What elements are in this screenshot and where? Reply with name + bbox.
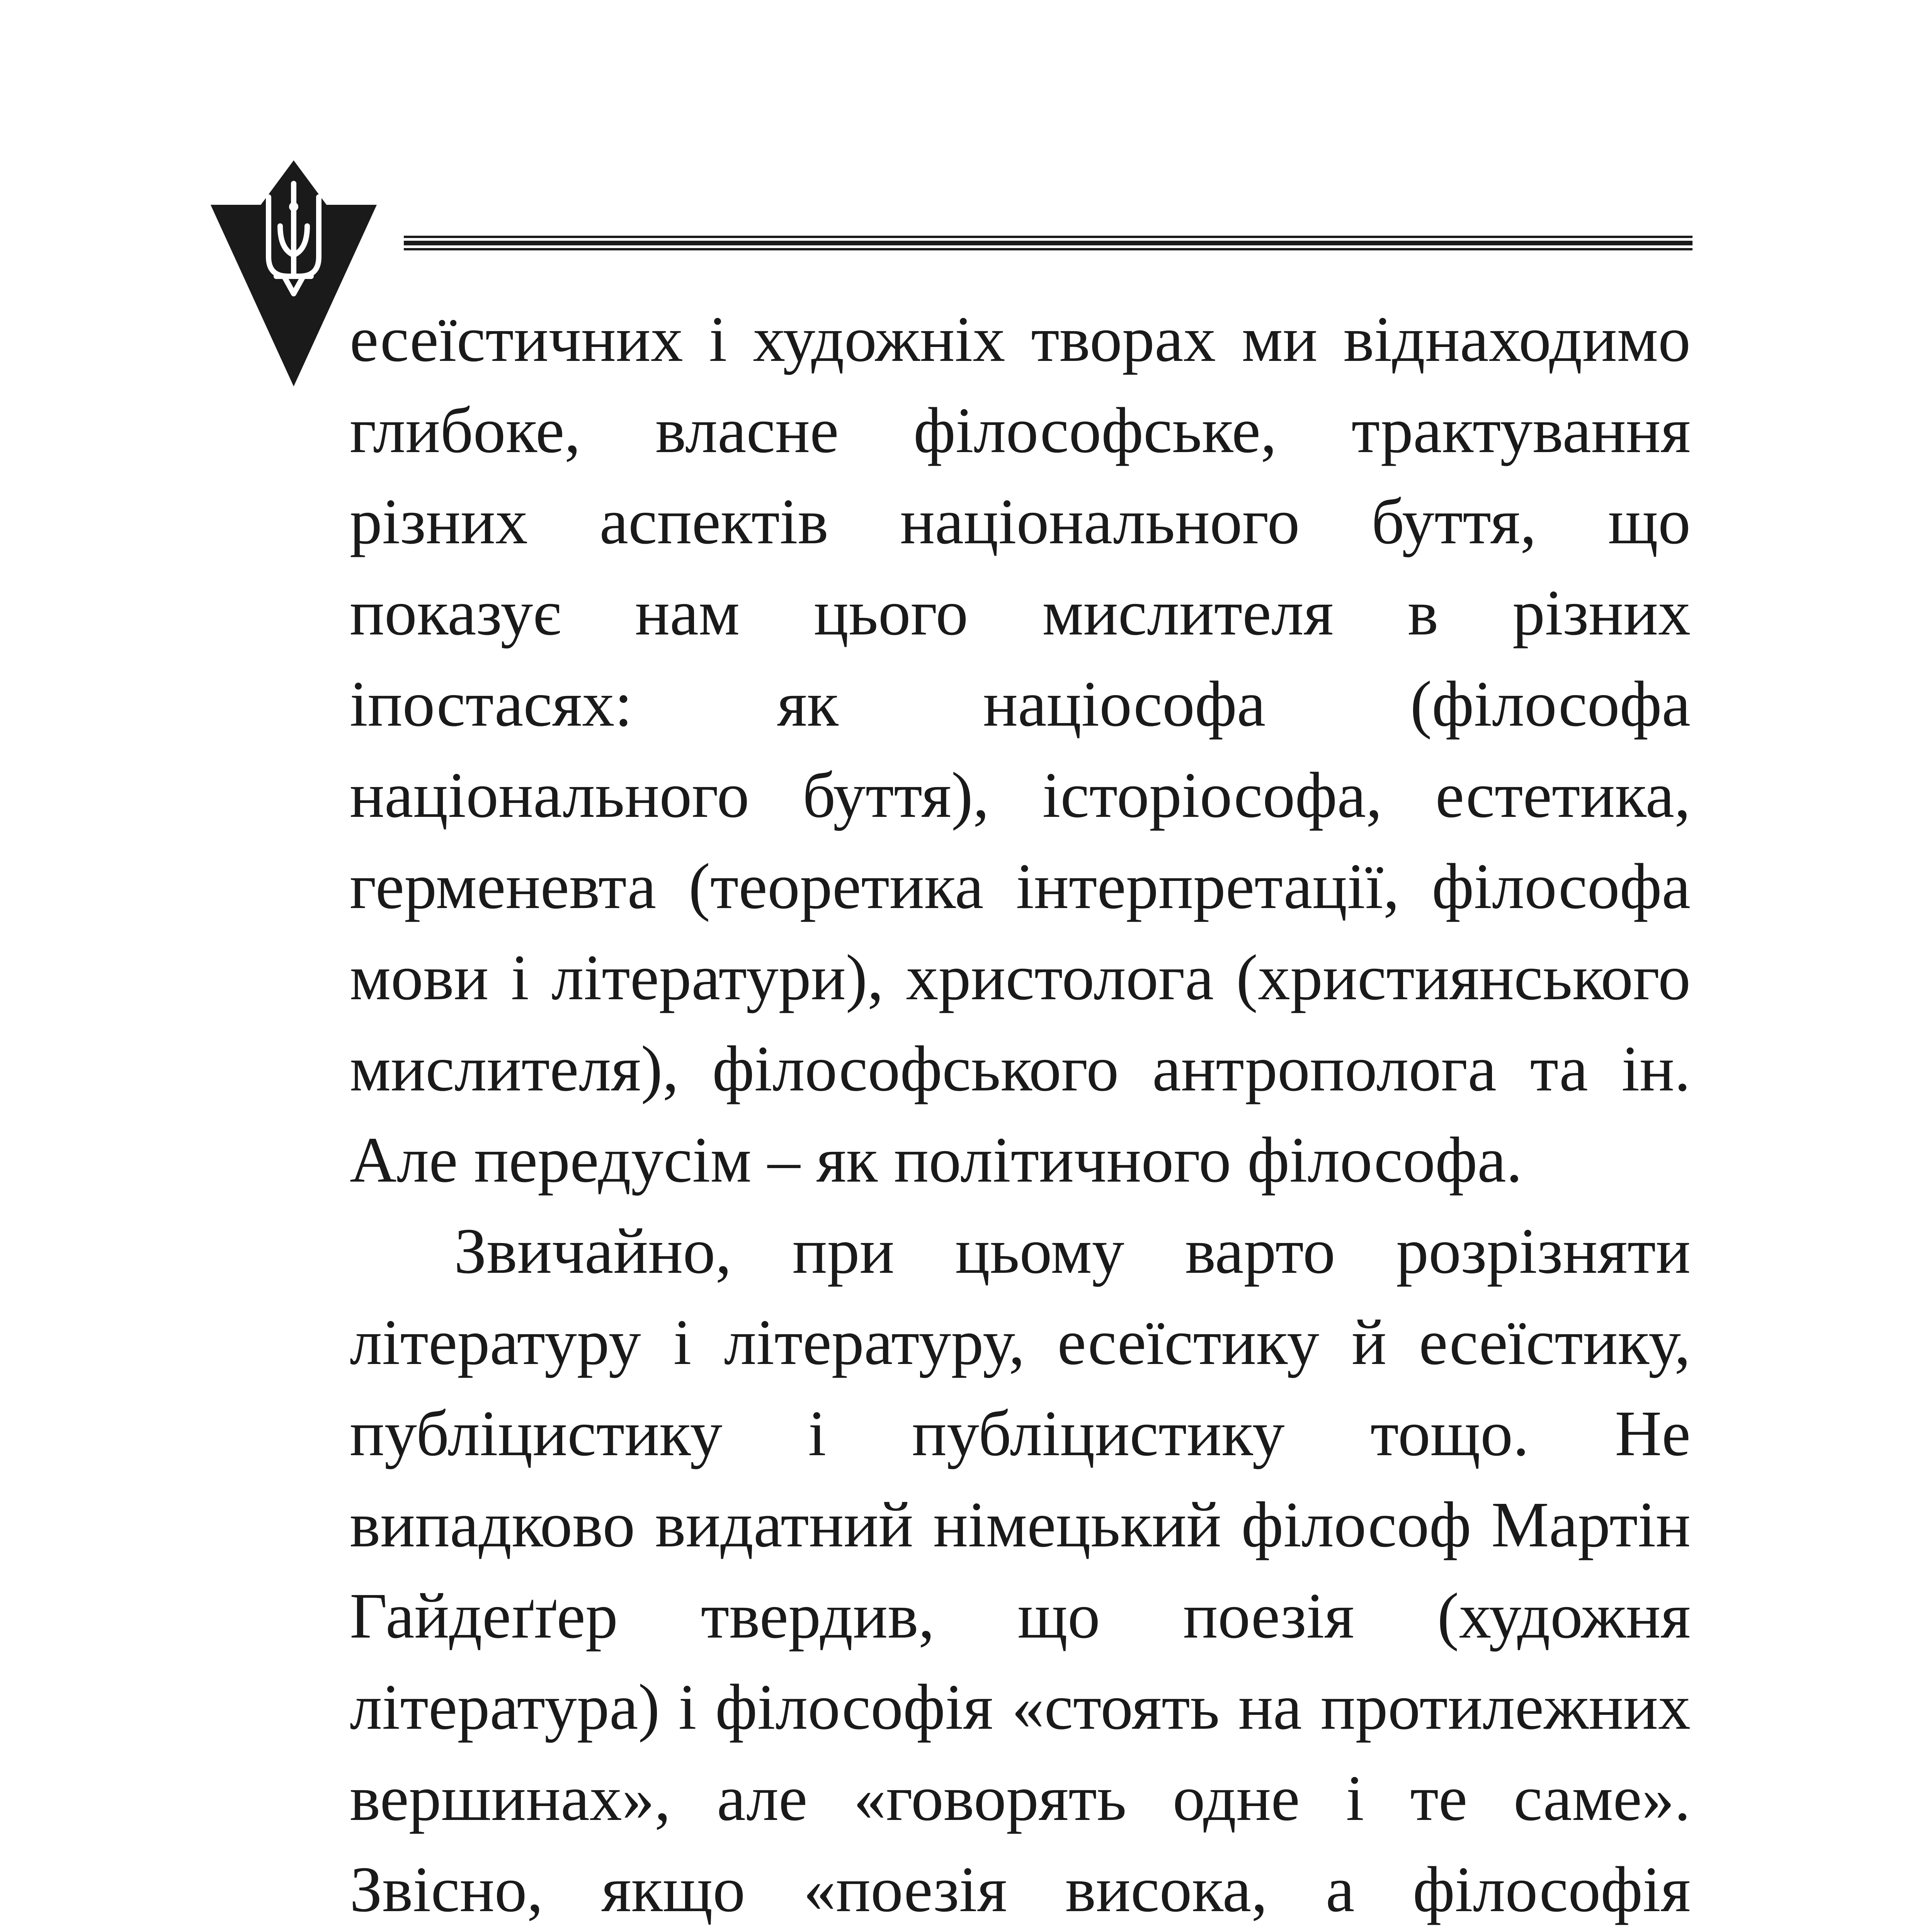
paragraph-2: Звичайно, при цьому варто розрізняти літературу і літературу, есеїстику й есеїстику, публіцистику і публіцистику тощо. Не випадково видатний німецький філософ Мартін Гайдеґґер твердив, що поезія (художня література) і філософія «стоять на протилежних вершинах», але «говорять одне і те саме». Звісно, якщо «поезія висока, а філософія <box>350 1215 1691 1925</box>
paragraph-1: есеїстичних і художніх творах ми віднаходимо глибоке, власне філософське, трактування різних аспектів національного буття, що показує нам цього мислителя в різних іпостасях: як націософа (філософа національного буття), історіософа, естетика, герменевта (теоретика інтерпретації, філософа мови і літератури), христолога (християнського мислителя), філософського антрополога та ін. Але передусім – як політичного філософа. <box>350 303 1691 1196</box>
header-rule <box>404 236 1692 250</box>
body-text <box>350 294 1691 1932</box>
